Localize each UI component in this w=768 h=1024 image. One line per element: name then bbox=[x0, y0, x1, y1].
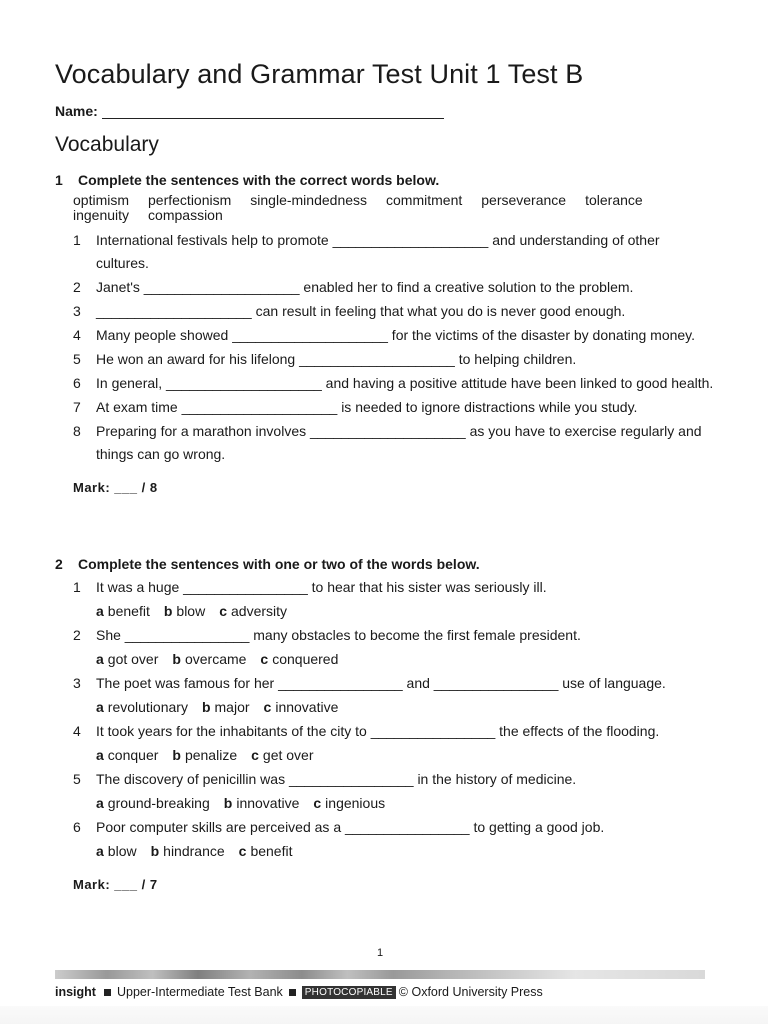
footer-product: Upper-Intermediate Test Bank bbox=[116, 985, 283, 999]
question-text: Preparing for a marathon involves ____________________ as you have to exercise regularly and things can go wrong. bbox=[96, 423, 702, 462]
footer bbox=[55, 985, 543, 999]
option-text: conquered bbox=[272, 651, 339, 667]
question-text: Janet's ____________________ enabled her to find a creative solution to the problem. bbox=[96, 279, 634, 295]
question-number: 6 bbox=[73, 819, 81, 835]
option-letter: c bbox=[251, 747, 259, 763]
exercise-2-questions bbox=[55, 575, 715, 863]
question-number: 1 bbox=[73, 232, 81, 248]
footer-brand: insight bbox=[55, 985, 96, 999]
question-item bbox=[73, 348, 715, 371]
word-bank-item: optimism bbox=[73, 192, 130, 208]
answer-option bbox=[96, 599, 150, 623]
answer-option bbox=[172, 647, 246, 671]
footer-publisher: © Oxford University Press bbox=[398, 985, 543, 999]
question-text: It was a huge ________________ to hear that his sister was seriously ill. bbox=[96, 579, 547, 595]
option-text: benefit bbox=[107, 603, 150, 619]
question-item bbox=[73, 420, 715, 466]
option-text: overcame bbox=[184, 651, 247, 667]
answer-option bbox=[164, 599, 205, 623]
exercise-2 bbox=[55, 556, 715, 892]
answer-option bbox=[239, 839, 293, 863]
answer-option bbox=[96, 695, 188, 719]
answer-options bbox=[96, 791, 715, 815]
option-letter: a bbox=[96, 747, 104, 763]
question-text: The discovery of penicillin was ________________ in the history of medicine. bbox=[96, 771, 577, 787]
option-text: conquer bbox=[107, 747, 159, 763]
answer-option bbox=[96, 647, 158, 671]
question-item bbox=[73, 815, 715, 839]
square-bullet-icon bbox=[104, 989, 111, 996]
answer-option bbox=[96, 839, 137, 863]
question-number: 6 bbox=[73, 375, 81, 391]
option-letter: b bbox=[172, 747, 181, 763]
option-text: blow bbox=[107, 843, 137, 859]
page-title: Vocabulary and Grammar Test Unit 1 Test B bbox=[55, 59, 584, 89]
answer-options bbox=[96, 599, 715, 623]
question-number: 4 bbox=[73, 327, 81, 343]
question-item bbox=[73, 575, 715, 599]
option-letter: a bbox=[96, 603, 104, 619]
answer-option bbox=[264, 695, 339, 719]
word-bank bbox=[73, 193, 673, 223]
option-letter: b bbox=[150, 843, 160, 859]
exercise-1-instruction bbox=[55, 172, 715, 188]
question-text: International festivals help to promote ____________________ and understanding of other cultures. bbox=[96, 232, 660, 271]
word-bank-item: ingenuity bbox=[73, 207, 130, 223]
word-bank-item: perfectionism bbox=[148, 192, 232, 208]
name-row bbox=[55, 103, 444, 119]
question-text: The poet was famous for her ________________ and ________________ use of language. bbox=[96, 675, 666, 691]
word-bank-item: perseverance bbox=[481, 192, 567, 208]
answer-options bbox=[96, 743, 715, 767]
question-number: 5 bbox=[73, 771, 81, 787]
option-letter: a bbox=[96, 699, 104, 715]
question-item bbox=[73, 396, 715, 419]
option-text: got over bbox=[107, 651, 159, 667]
option-text: ground-breaking bbox=[107, 795, 210, 811]
answer-option bbox=[260, 647, 338, 671]
exercise-number: 2 bbox=[55, 556, 63, 572]
word-bank-item: tolerance bbox=[585, 192, 643, 208]
answer-option bbox=[313, 791, 385, 815]
word-bank-item: compassion bbox=[148, 207, 223, 223]
question-text: At exam time ____________________ is needed to ignore distractions while you study. bbox=[96, 399, 638, 415]
question-number: 5 bbox=[73, 351, 81, 367]
exercise-1-questions bbox=[55, 229, 715, 466]
question-item bbox=[73, 300, 715, 323]
answer-options bbox=[96, 647, 715, 671]
option-letter: c bbox=[263, 699, 272, 715]
option-letter: a bbox=[96, 795, 104, 811]
word-bank-item: commitment bbox=[386, 192, 463, 208]
answer-option bbox=[151, 839, 225, 863]
option-letter: b bbox=[163, 603, 173, 619]
question-item bbox=[73, 276, 715, 299]
question-item bbox=[73, 623, 715, 647]
page-number: 1 bbox=[376, 947, 384, 959]
scan-edge bbox=[0, 1006, 768, 1024]
exercise-1-mark: Mark: ___ / 8 bbox=[73, 480, 158, 495]
question-number: 7 bbox=[73, 399, 81, 415]
question-item bbox=[73, 767, 715, 791]
question-item bbox=[73, 372, 715, 395]
option-letter: c bbox=[238, 843, 247, 859]
question-text: She ________________ many obstacles to become the first female president. bbox=[96, 627, 581, 643]
option-text: major bbox=[214, 699, 250, 715]
question-text: Poor computer skills are perceived as a ________________ to getting a good job. bbox=[96, 819, 605, 835]
exercise-2-mark: Mark: ___ / 7 bbox=[73, 877, 158, 892]
square-bullet-icon bbox=[289, 989, 296, 996]
question-text: He won an award for his lifelong ____________________ to helping children. bbox=[96, 351, 577, 367]
option-text: benefit bbox=[250, 843, 293, 859]
option-text: hindrance bbox=[163, 843, 225, 859]
question-number: 4 bbox=[73, 723, 81, 739]
answer-option bbox=[224, 791, 300, 815]
exercise-1 bbox=[55, 172, 715, 495]
answer-option bbox=[219, 599, 287, 623]
option-text: adversity bbox=[231, 603, 288, 619]
name-blank-line bbox=[102, 104, 444, 119]
option-letter: b bbox=[201, 699, 211, 715]
answer-option bbox=[172, 743, 237, 767]
footer-decorative-band bbox=[55, 970, 705, 979]
answer-option bbox=[202, 695, 250, 719]
instruction-text: Complete the sentences with the correct words below. bbox=[78, 172, 440, 188]
instruction-text: Complete the sentences with one or two of the words below. bbox=[78, 556, 480, 572]
answer-options bbox=[96, 695, 715, 719]
name-label: Name: bbox=[55, 103, 98, 119]
option-letter: b bbox=[172, 651, 181, 667]
answer-option bbox=[96, 743, 158, 767]
question-text: Many people showed ____________________ for the victims of the disaster by donating money. bbox=[96, 327, 696, 343]
question-item bbox=[73, 671, 715, 695]
option-text: blow bbox=[176, 603, 206, 619]
question-number: 3 bbox=[73, 303, 81, 319]
question-number: 2 bbox=[73, 627, 81, 643]
question-text: It took years for the inhabitants of the city to ________________ the effects of the flooding. bbox=[96, 723, 660, 739]
option-text: innovative bbox=[275, 699, 339, 715]
question-number: 3 bbox=[73, 675, 81, 691]
option-letter: a bbox=[96, 651, 104, 667]
option-text: revolutionary bbox=[107, 699, 188, 715]
answer-option bbox=[96, 791, 210, 815]
question-number: 2 bbox=[73, 279, 81, 295]
exercise-number: 1 bbox=[55, 172, 63, 188]
question-number: 1 bbox=[73, 579, 81, 595]
option-letter: c bbox=[260, 651, 269, 667]
question-item bbox=[73, 719, 715, 743]
question-text: In general, ____________________ and having a positive attitude have been linked to good health. bbox=[96, 375, 714, 391]
option-text: penalize bbox=[184, 747, 238, 763]
option-letter: c bbox=[313, 795, 322, 811]
option-text: innovative bbox=[236, 795, 300, 811]
section-title: Vocabulary bbox=[55, 133, 159, 156]
question-number: 8 bbox=[73, 423, 81, 439]
option-letter: c bbox=[219, 603, 227, 619]
question-item bbox=[73, 324, 715, 347]
question-text: ____________________ can result in feeling that what you do is never good enough. bbox=[96, 303, 626, 319]
question-item bbox=[73, 229, 715, 275]
option-text: get over bbox=[262, 747, 314, 763]
option-letter: a bbox=[96, 843, 104, 859]
answer-options bbox=[96, 839, 715, 863]
exercise-2-instruction bbox=[55, 556, 715, 572]
option-text: ingenious bbox=[325, 795, 386, 811]
photocopiable-badge: PHOTOCOPIABLE bbox=[302, 986, 396, 999]
answer-option bbox=[251, 743, 313, 767]
option-letter: b bbox=[223, 795, 233, 811]
word-bank-item: single-mindedness bbox=[250, 192, 368, 208]
